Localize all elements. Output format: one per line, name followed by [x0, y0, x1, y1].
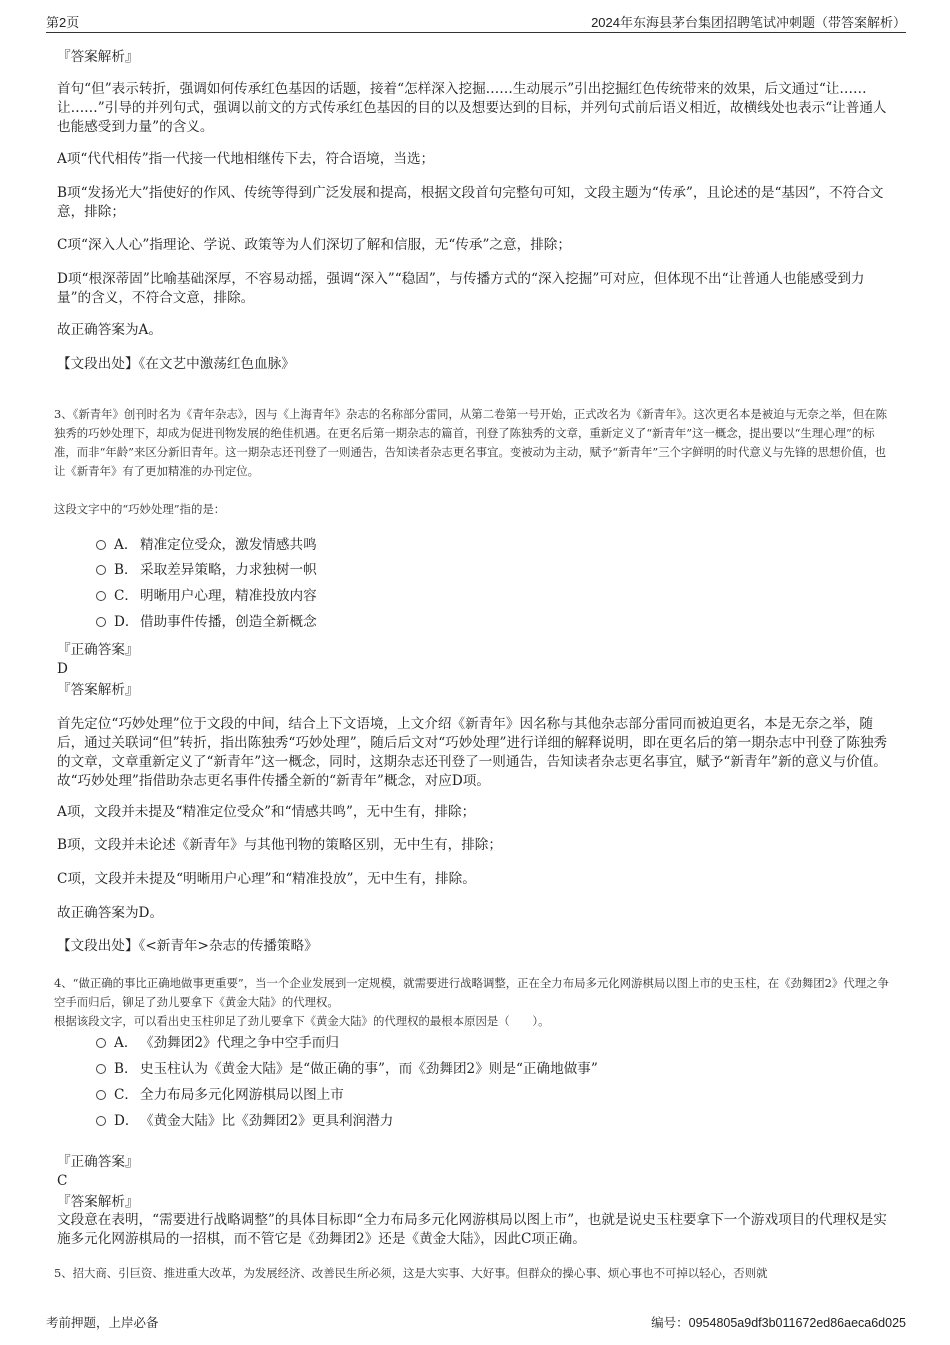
q4-option-b[interactable]: B． 史玉柱认为《黄金大陆》是“做正确的事”，而《劲舞团2》则是“正确地做事” [96, 1059, 598, 1079]
q3-option-a[interactable]: A． 精准定位受众，激发情感共鸣 [96, 535, 317, 555]
radio-button-icon[interactable] [96, 1116, 106, 1126]
q4-analysis-label: 『答案解析』 [57, 1194, 139, 1210]
q3-question: 这段文字中的“巧妙处理”指的是： [54, 502, 226, 516]
q2-option-a-analysis: A项“代代相传”指一代接一代地相继传下去，符合语境，当选； [57, 151, 435, 167]
q3-stem: 3、《新青年》创刊时名为《青年杂志》，因与《上海青年》杂志的名称部分雷同，从第二卷第一号开始，正式改名为《新青年》。这次更名本是被迫与无奈之举，但在陈独秀的巧妙处理下，却成为促进刊物发展的绝佳机遇。在更名后第一期杂志的篇首，刊登了陈独秀的文章，重新定义了“新青年”这一概念，提出要以“生理心理”的标准，而非“年龄”来区分新旧青年。这一期杂志还刊登了一则通告，告知读者杂志更名事宜。变被动为主动，赋予“新青年”三个字鲜明的时代意义与先锋的思想价值，也让《新青年》有了更加精准的办刊定位。 [54, 407, 888, 478]
q2-analysis-label: 『答案解析』 [57, 49, 139, 65]
q3-analysis-label: 『答案解析』 [57, 682, 139, 698]
footer-slogan: 考前押题，上岸必备 [46, 1316, 159, 1330]
q3-option-d[interactable]: D． 借助事件传播，创造全新概念 [96, 612, 317, 632]
q2-analysis-text: 首句“但”表示转折，强调如何传承红色基因的话题，接着“怎样深入挖掘……生动展示”引出挖掘红色传统带来的效果，后文通过“让……让……”引导的并列句式，强调以前文的方式传承红色基因的目的以及想要达到的目标，并列句式前后语义相近，故横线处也表示“让普通人也能感受到力量”的含义。 [57, 81, 887, 135]
q3-answer: D [57, 661, 68, 677]
q4-option-a[interactable]: A． 《劲舞团2》代理之争中空手而归 [96, 1033, 339, 1053]
radio-button-icon[interactable] [96, 1038, 106, 1048]
q2-conclusion: 故正确答案为A。 [57, 322, 162, 338]
radio-button-icon[interactable] [96, 1064, 106, 1074]
q4-option-d[interactable]: D． 《黄金大陆》比《劲舞团2》更具利润潜力 [96, 1111, 393, 1131]
q2-option-b-analysis: B项“发扬光大”指使好的作风、传统等得到广泛发展和提高，根据文段首句完整句可知，文段主题为“传承”，且论述的是“基因”，不符合文意，排除； [57, 185, 884, 220]
q4-question: 根据该段文字，可以看出史玉柱卯足了劲儿要拿下《黄金大陆》的代理权的最根本原因是（ ）。 [54, 1014, 550, 1028]
radio-button-icon[interactable] [96, 1090, 106, 1100]
q3-conclusion: 故正确答案为D。 [57, 905, 164, 921]
radio-button-icon[interactable] [96, 540, 106, 550]
page-header [46, 10, 906, 33]
document-title: 2024年东海县茅台集团招聘笔试冲刺题（带答案解析） [591, 15, 906, 30]
radio-button-icon[interactable] [96, 565, 106, 575]
document-id: 编号：0954805a9df3b011672ed86aeca6d025 [651, 1316, 906, 1330]
q3-analysis-text: 首先定位“巧妙处理”位于文段的中间，结合上下文语境，上文介绍《新青年》因名称与其他杂志部分雷同而被迫更名，本是无奈之举，随后，通过关联词“但”转折，指出陈独秀“巧妙处理”，随后后文对“巧妙处理”进行详细的解释说明，即在更名后的第一期杂志中刊登了陈独秀的文章，文章重新定义了“新青年”这一概念，同时，这期杂志还刊登了一则通告，告知读者杂志更名事宜，赋予“新青年”新的意义与价值。故“巧妙处理”指借助杂志更名事件传播全新的“新青年”概念，对应D项。 [57, 716, 888, 789]
page-number: 第2页 [46, 15, 80, 30]
q3-option-c[interactable]: C． 明晰用户心理，精准投放内容 [96, 586, 317, 606]
q4-answer-label: 『正确答案』 [57, 1154, 139, 1170]
q3-option-b[interactable]: B． 采取差异策略，力求独树一帜 [96, 560, 317, 580]
q2-option-c-analysis: C项“深入人心”指理论、学说、政策等为人们深切了解和信服，无“传承”之意，排除； [57, 237, 571, 253]
q5-stem: 5、招大商、引巨资、推进重大改革，为发展经济、改善民生所必须，这是大实事、大好事。但群众的操心事、烦心事也不可掉以轻心，否则就 [54, 1266, 768, 1280]
q3-option-a-analysis: A项，文段并未提及“精准定位受众”和“情感共鸣”，无中生有，排除； [57, 804, 476, 820]
radio-button-icon[interactable] [96, 591, 106, 601]
q4-option-c[interactable]: C． 全力布局多元化网游棋局以图上市 [96, 1085, 344, 1105]
q4-analysis-text: 文段意在表明，“需要进行战略调整”的具体目标即“全力布局多元化网游棋局以图上市”，也就是说史玉柱要拿下一个游戏项目的代理权是实施多元化网游棋局的一招棋，而不管它是《劲舞团2》还是《黄金大陆》，因此C项正确。 [57, 1212, 887, 1247]
q4-stem: 4、“做正确的事比正确地做事更重要”，当一个企业发展到一定规模，就需要进行战略调整，正在全力布局多元化网游棋局以图上市的史玉柱，在《劲舞团2》代理之争空手而归后，铆足了劲儿要拿下《黄金大陆》的代理权。 [54, 976, 889, 1009]
q3-source: 【文段出处】《<新青年>杂志的传播策略》 [57, 938, 318, 954]
q2-source: 【文段出处】《在文艺中激荡红色血脉》 [57, 356, 295, 372]
q4-answer: C [57, 1173, 68, 1189]
radio-button-icon[interactable] [96, 617, 106, 627]
q2-option-d-analysis: D项“根深蒂固”比喻基础深厚，不容易动摇，强调“深入”“稳固”，与传播方式的“深入挖掘”可对应，但体现不出“让普通人也能感受到力量”的含义，不符合文意，排除。 [57, 271, 865, 306]
q3-option-c-analysis: C项，文段并未提及“明晰用户心理”和“精准投放”，无中生有，排除。 [57, 871, 476, 887]
q3-option-b-analysis: B项，文段并未论述《新青年》与其他刊物的策略区别，无中生有，排除； [57, 837, 502, 853]
q3-answer-label: 『正确答案』 [57, 642, 139, 658]
